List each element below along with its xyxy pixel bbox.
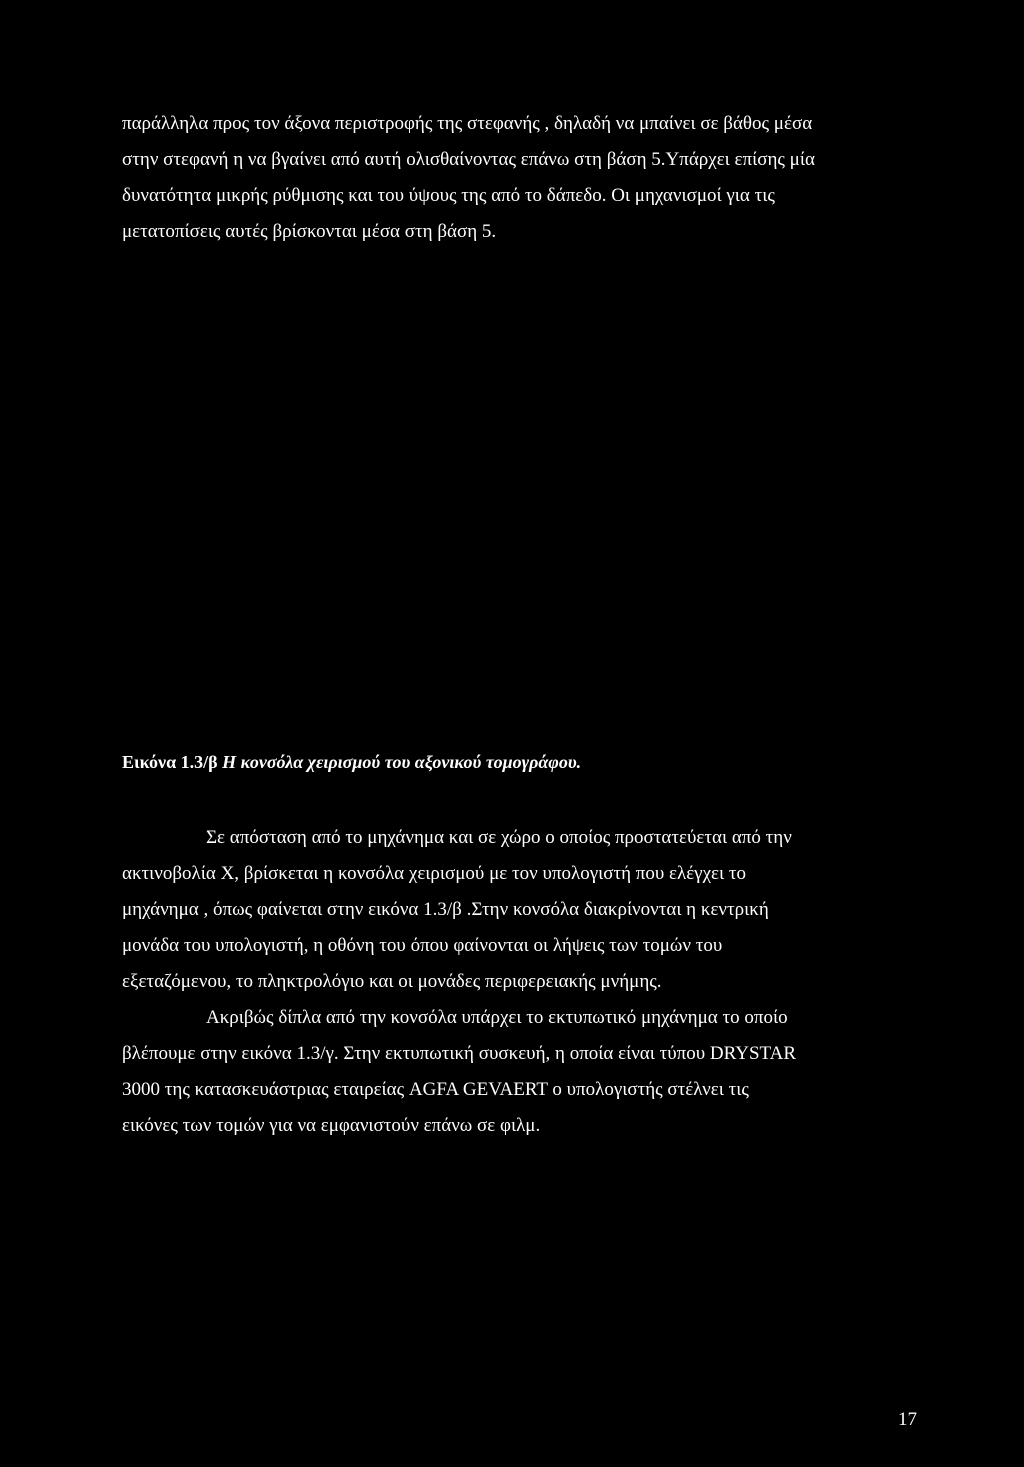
- paragraph-top-line-2: στην στεφανή η να βγαίνει από αυτή ολισθαίνοντας επάνω στη βάση 5.Υπάρχει επίσης μία: [122, 149, 815, 170]
- paragraph-main-line-3: μηχάνημα , όπως φαίνεται στην εικόνα 1.3/β .Στην κονσόλα διακρίνονται η κεντρική: [122, 899, 769, 920]
- figure-caption-label: Εικόνα 1.3/β: [122, 752, 218, 772]
- paragraph-main-line-4: μονάδα του υπολογιστή, η οθόνη του όπου φαίνονται οι λήψεις των τομών του: [122, 935, 723, 956]
- page-number: 17: [898, 1409, 917, 1430]
- paragraph-top-line-4: μετατοπίσεις αυτές βρίσκονται μέσα στη βάση 5.: [122, 221, 497, 242]
- paragraph-main-line-8: 3000 της κατασκευάστριας εταιρείας AGFA GEVAERT ο υπολογιστής στέλνει τις: [122, 1079, 749, 1100]
- figure-caption: [122, 750, 581, 774]
- paragraph-top-line-1: παράλληλα προς τον άξονα περιστροφής της στεφανής , δηλαδή να μπαίνει σε βάθος μέσα: [122, 113, 813, 134]
- paragraph-main-line-9: εικόνες των τομών για να εμφανιστούν επάνω σε φιλμ.: [122, 1115, 541, 1136]
- paragraph-main-line-1: Σε απόσταση από το μηχάνημα και σε χώρο ο οποίος προστατεύεται από την: [206, 827, 792, 848]
- figure-image-area: [122, 260, 902, 730]
- figure-caption-text: Η κονσόλα χειρισμού του αξονικού τομογράφου.: [222, 752, 582, 772]
- paragraph-main-line-2: ακτινοβολία Χ, βρίσκεται η κονσόλα χειρισμού με τον υπολογιστή που ελέγχει το: [122, 863, 746, 884]
- paragraph-main-line-6: Ακριβώς δίπλα από την κονσόλα υπάρχει το εκτυπωτικό μηχάνημα το οποίο: [206, 1007, 788, 1028]
- paragraph-main-line-5: εξεταζόμενου, το πληκτρολόγιο και οι μονάδες περιφερειακής μνήμης.: [122, 971, 662, 992]
- paragraph-main-line-7: βλέπουμε στην εικόνα 1.3/γ. Στην εκτυπωτική συσκευή, η οποία είναι τύπου DRYSTAR: [122, 1043, 797, 1064]
- paragraph-top-line-3: δυνατότητα μικρής ρύθμισης και του ύψους της από το δάπεδο. Οι μηχανισμοί για τις: [122, 185, 775, 206]
